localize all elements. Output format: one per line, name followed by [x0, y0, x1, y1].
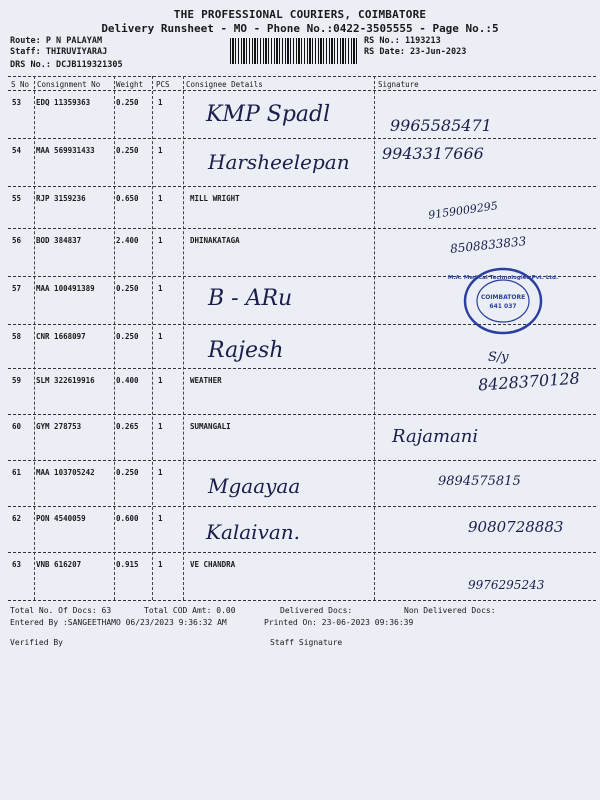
table-row: [8, 370, 596, 416]
row-signature: 8508833833: [449, 234, 527, 256]
row-consignee: MILL WRIGHT: [190, 194, 240, 203]
row-pcs: 1: [158, 332, 163, 341]
route-label: Route: P N PALAYAM: [10, 36, 103, 46]
row-pcs: 1: [158, 514, 163, 523]
stamp-line1: M.A. Medical Technologies Pvt. Ltd.: [447, 275, 559, 281]
staff-label: Staff: THIRUVIYARAJ: [10, 47, 108, 57]
col-weight: Weight: [116, 80, 144, 89]
table-row: [8, 416, 596, 462]
row-consignee-handwritten: Harsheelepan: [208, 150, 350, 174]
company-title: THE PROFESSIONAL COURIERS, COIMBATORE: [173, 8, 427, 21]
rs-date: RS Date: 23-Jun-2023: [364, 47, 467, 57]
row-signature: 9965585471: [390, 116, 492, 135]
row-consignment: BOD 384837: [36, 236, 82, 245]
non-delivered-docs: Non Delivered Docs:: [404, 606, 496, 615]
row-separator: [8, 600, 596, 601]
row-pcs: 1: [158, 468, 163, 477]
table-row: [8, 140, 596, 186]
row-weight: 0.250: [116, 146, 139, 155]
row-consignee-handwritten: Mgaayaa: [208, 474, 301, 498]
staff-signature: Staff Signature: [270, 638, 343, 647]
row-sno: 54: [12, 146, 22, 155]
row-sno: 55: [12, 194, 22, 203]
row-weight: 0.250: [116, 284, 139, 293]
company-stamp: [447, 266, 559, 336]
table-row: [8, 508, 596, 554]
row-weight: 0.650: [116, 194, 139, 203]
row-sno: 62: [12, 514, 22, 523]
row-consignment: VNB 616207: [36, 560, 82, 569]
rs-number: RS No.: 1193213: [364, 36, 441, 46]
runsheet-barcode: [230, 38, 358, 64]
row-separator: [8, 552, 596, 553]
row-consignee-handwritten: KMP Spadl: [206, 102, 331, 127]
row-sno: 56: [12, 236, 22, 245]
row-signature: 9080728883: [468, 518, 564, 536]
row-consignment: EDQ 11359363: [36, 98, 91, 107]
row-weight: 2.400: [116, 236, 139, 245]
row-signature: Rajamani: [392, 426, 479, 447]
row-consignee-handwritten: Rajesh: [208, 338, 284, 363]
row-consignment: GYM 278753: [36, 422, 82, 431]
row-signature: 9976295243: [468, 578, 545, 592]
row-pcs: 1: [158, 98, 163, 107]
table-row: [8, 554, 596, 600]
row-weight: 0.250: [116, 332, 139, 341]
row-sno: 53: [12, 98, 22, 107]
row-consignment: MAA 103705242: [36, 468, 95, 477]
row-consignee-handwritten: B - ARu: [208, 286, 293, 311]
table-row: [8, 462, 596, 508]
row-consignment: MAA 569931433: [36, 146, 95, 155]
row-separator: [8, 460, 596, 461]
row-sno: 58: [12, 332, 22, 341]
row-weight: 0.915: [116, 560, 139, 569]
header-rule-bottom: [8, 90, 596, 91]
total-docs: Total No. Of Docs: 63: [10, 606, 112, 615]
row-pcs: 1: [158, 422, 163, 431]
delivered-docs: Delivered Docs:: [280, 606, 353, 615]
col-pcs: PCS: [156, 80, 170, 89]
row-signature: 8428370128: [477, 368, 581, 395]
col-signature: Signature: [378, 80, 419, 89]
row-pcs: 1: [158, 146, 163, 155]
row-sno: 57: [12, 284, 22, 293]
row-weight: 0.600: [116, 514, 139, 523]
row-sno: 61: [12, 468, 22, 477]
stamp-line3: 641 037: [489, 303, 517, 310]
row-consignee: DHINAKATAGA: [190, 236, 240, 245]
row-separator: [8, 186, 596, 187]
header-rule-top: [8, 76, 596, 77]
runsheet-subtitle: Delivery Runsheet - MO - Phone No.:0422-3505555 - Page No.:5: [101, 22, 499, 35]
entered-by: Entered By :SANGEETHAMO 06/23/2023 9:36:32 AM: [10, 618, 227, 627]
total-cod: Total COD Amt: 0.00: [144, 606, 236, 615]
row-consignment: MAA 100491389: [36, 284, 95, 293]
row-consignee: VE CHANDRA: [190, 560, 236, 569]
drs-number: DRS No.: DCJB119321305: [10, 60, 123, 70]
row-pcs: 1: [158, 236, 163, 245]
row-weight: 0.400: [116, 376, 139, 385]
row-signature: 9894575815: [438, 474, 521, 489]
row-pcs: 1: [158, 194, 163, 203]
row-sno: 59: [12, 376, 22, 385]
row-signature: 9943317666: [382, 144, 484, 163]
table-row: [8, 92, 596, 138]
printed-on: Printed On: 23-06-2023 09:36:39: [264, 618, 414, 627]
row-separator: [8, 506, 596, 507]
row-separator: [8, 228, 596, 229]
row-consignee: SUMANGALI: [190, 422, 231, 431]
col-consignment: Consignment No: [37, 80, 101, 89]
row-sno: 60: [12, 422, 22, 431]
col-sno: S No: [11, 80, 30, 89]
row-weight: 0.250: [116, 98, 139, 107]
row-separator: [8, 414, 596, 415]
row-separator: [8, 368, 596, 369]
stamp-line2: COIMBATORE: [480, 294, 526, 301]
verified-by: Verified By: [10, 638, 63, 647]
row-pcs: 1: [158, 376, 163, 385]
row-consignee-handwritten: Kalaivan.: [206, 520, 301, 544]
row-signature: 9159009295: [427, 199, 499, 222]
row-consignment: SLM 322619916: [36, 376, 95, 385]
row-consignment: PON 4540059: [36, 514, 86, 523]
row-weight: 0.250: [116, 468, 139, 477]
row-sno: 63: [12, 560, 22, 569]
row-weight: 0.265: [116, 422, 139, 431]
row-consignee: WEATHER: [190, 376, 222, 385]
row-signature: S/y: [488, 350, 509, 365]
col-consignee: Consignee Details: [186, 80, 263, 89]
row-consignment: RJP 3159236: [36, 194, 86, 203]
row-pcs: 1: [158, 284, 163, 293]
row-consignment: CNR 1668097: [36, 332, 86, 341]
row-separator: [8, 138, 596, 139]
row-pcs: 1: [158, 560, 163, 569]
